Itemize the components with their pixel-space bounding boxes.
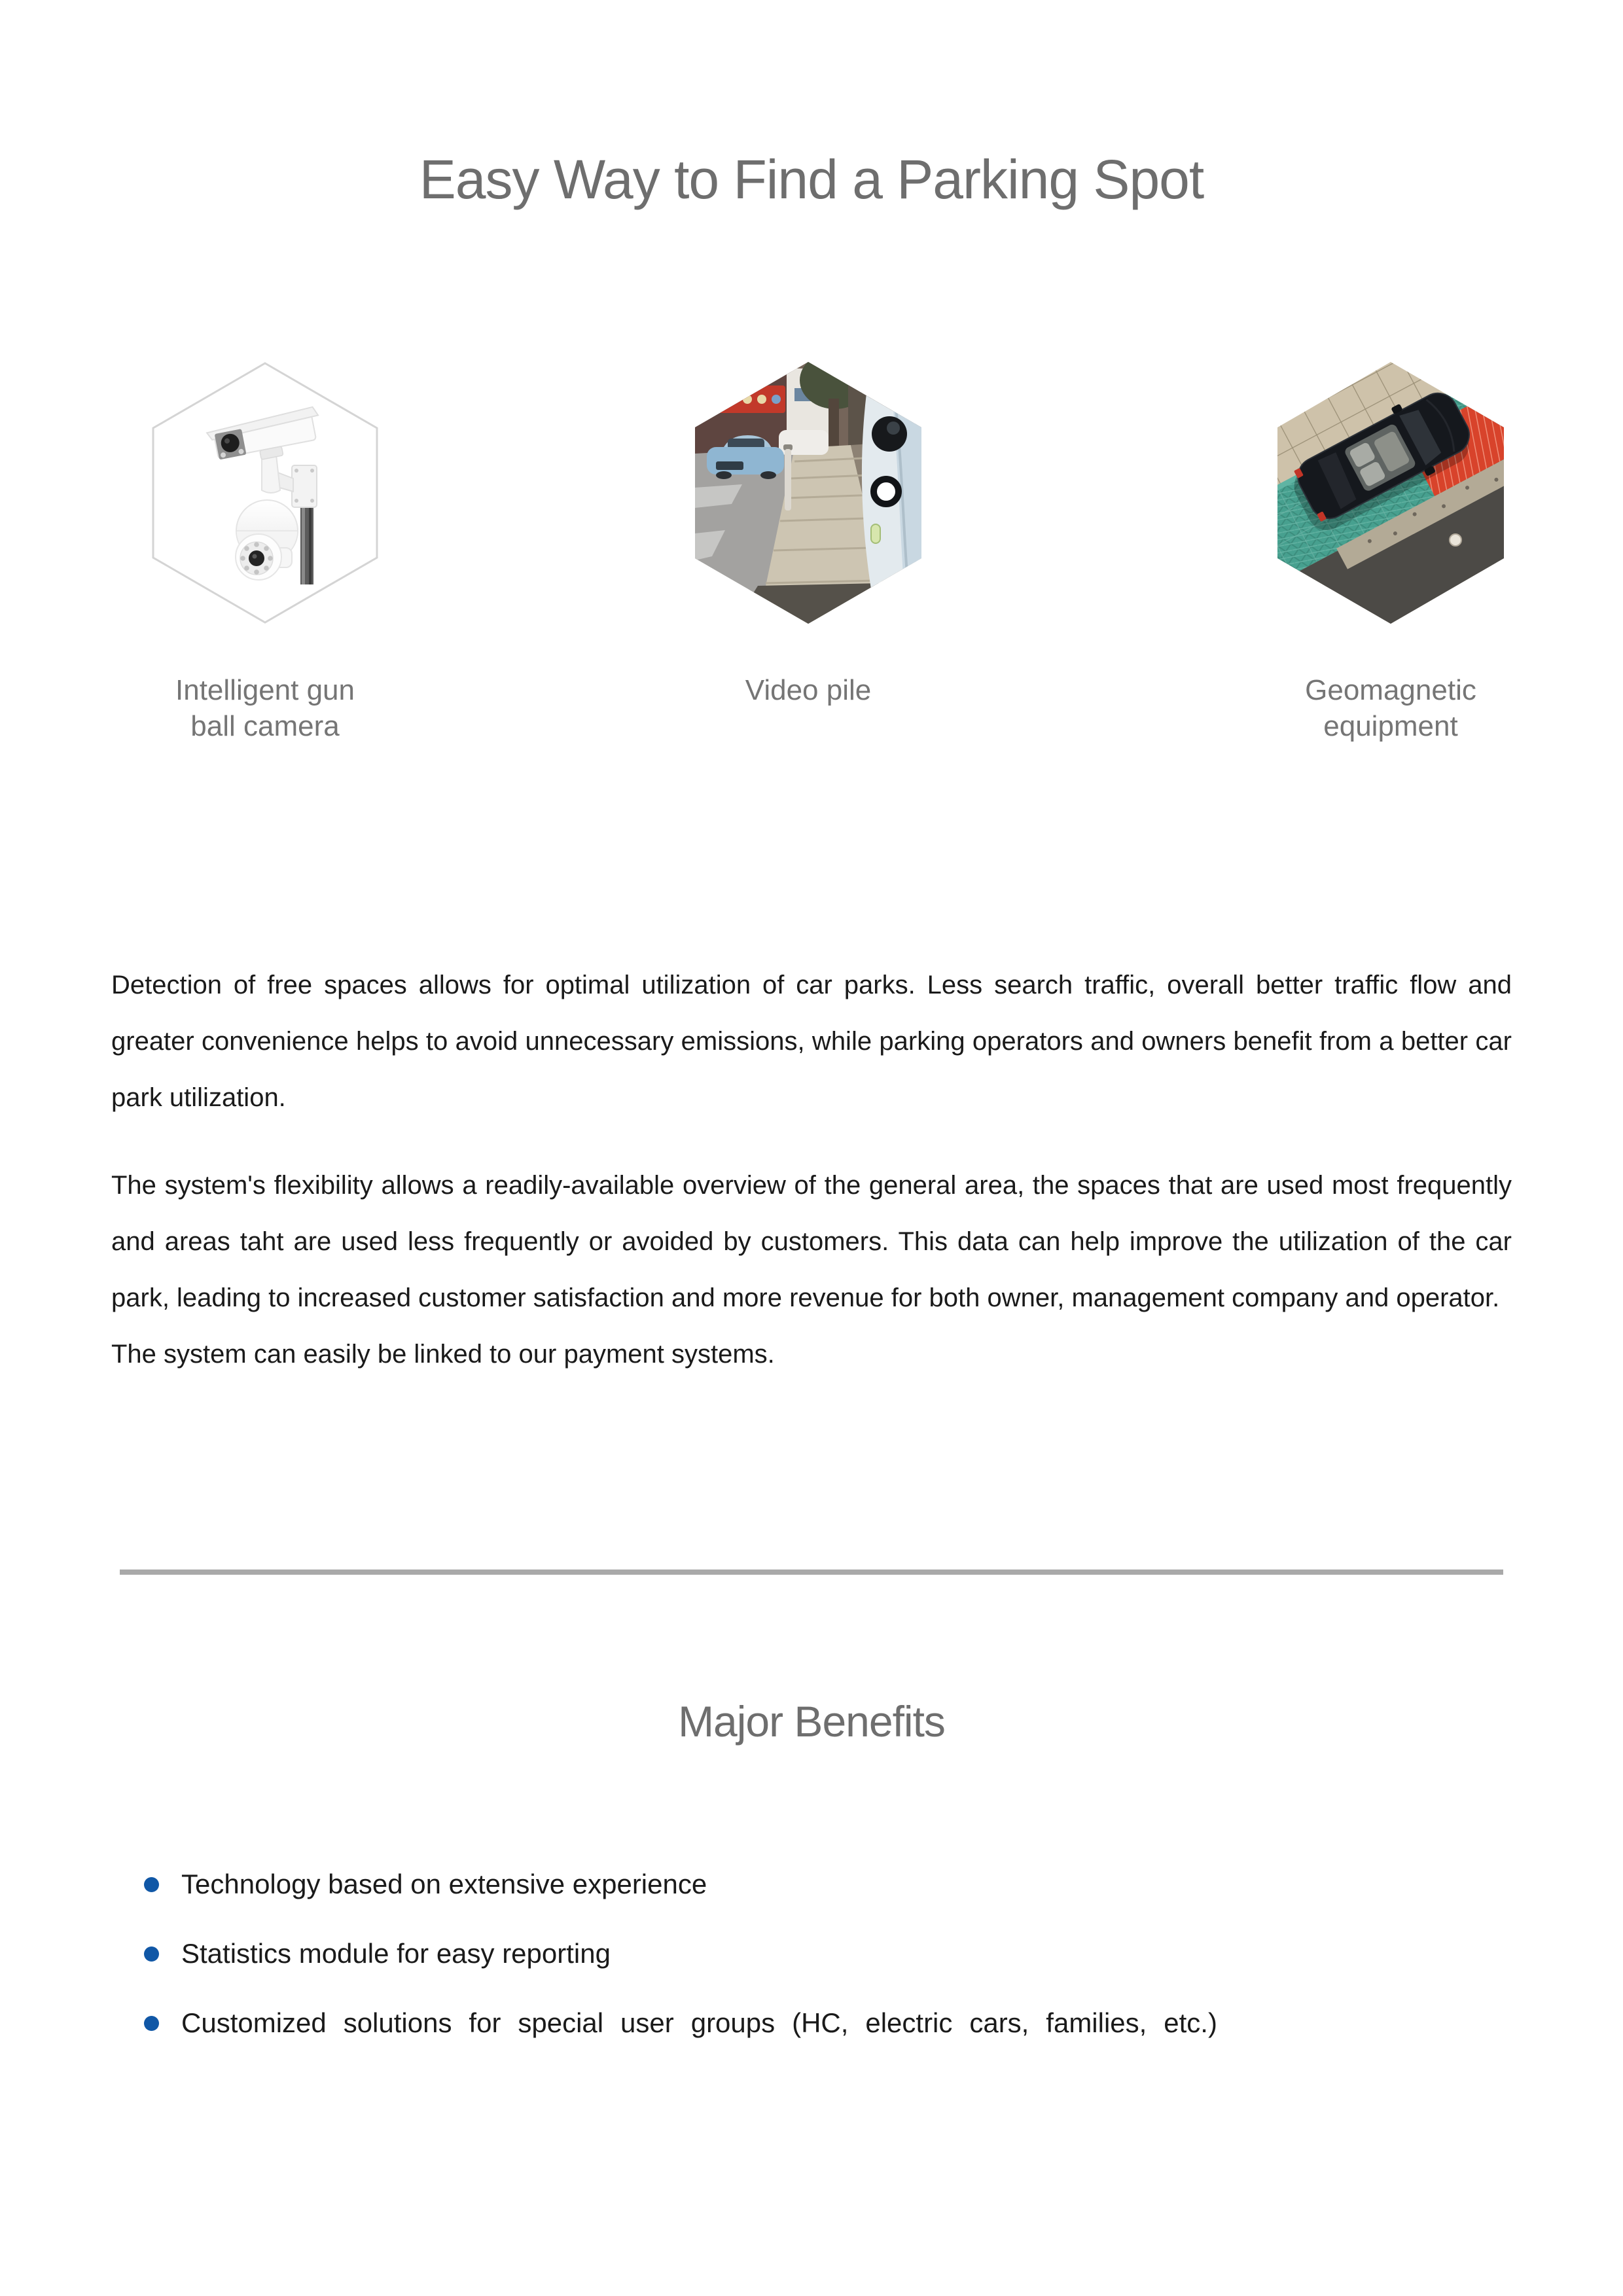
body-paragraph-3: The system can easily be linked to our payment systems. <box>111 1340 775 1369</box>
video-pile-image <box>695 362 921 624</box>
caption-line: Video pile <box>745 674 872 706</box>
body-copy <box>111 957 1512 1382</box>
benefit-item <box>144 1869 1518 1899</box>
page-title: Easy Way to Find a Parking Spot <box>419 149 1204 210</box>
benefits-heading: Major Benefits <box>678 1697 945 1746</box>
caption-line: ball camera <box>190 710 340 742</box>
bullet-dot-icon <box>144 1946 159 1962</box>
body-paragraph-2: The system's flexibility allows a readily-available overview of the general area, the spaces that are used most frequently and areas taht are used less frequently or avoided by customers. This data can help improve the utilization of the car park, leading to increased customer satisfaction and more revenue for both owner, management company and operator. <box>111 1171 1512 1312</box>
benefit-label: Technology based on extensive experience <box>181 1869 707 1899</box>
feature-card-video-pile <box>695 362 921 787</box>
body-paragraph-1: Detection of free spaces allows for optimal utilization of car parks. Less search traffic, overall better traffic flow and greater convenience helps to avoid unnecessary emissions, while parking operators and owners benefit from a better car park utilization. <box>111 971 1512 1112</box>
bullet-dot-icon <box>144 1877 159 1892</box>
benefits-list <box>144 1869 1518 2038</box>
caption-line: Intelligent gun <box>175 674 355 706</box>
benefit-label: Statistics module for easy reporting <box>181 1938 611 1969</box>
feature-caption <box>1225 672 1556 744</box>
benefit-item <box>144 2008 1518 2038</box>
feature-caption <box>643 672 974 708</box>
caption-line: equipment <box>1323 710 1458 742</box>
geomagnetic-equipment-image <box>1277 362 1504 624</box>
feature-card-gun-ball-camera <box>152 362 378 787</box>
feature-card-geomagnetic <box>1277 362 1504 787</box>
caption-line: Geomagnetic <box>1305 674 1476 706</box>
section-divider <box>120 1570 1503 1575</box>
gun-ball-camera-image <box>152 362 378 624</box>
feature-caption <box>99 672 431 744</box>
bullet-dot-icon <box>144 2016 159 2031</box>
benefit-label: Customized solutions for special user groups (HC, electric cars, families, etc.) <box>181 2007 1217 2038</box>
benefit-item <box>144 1939 1518 1969</box>
